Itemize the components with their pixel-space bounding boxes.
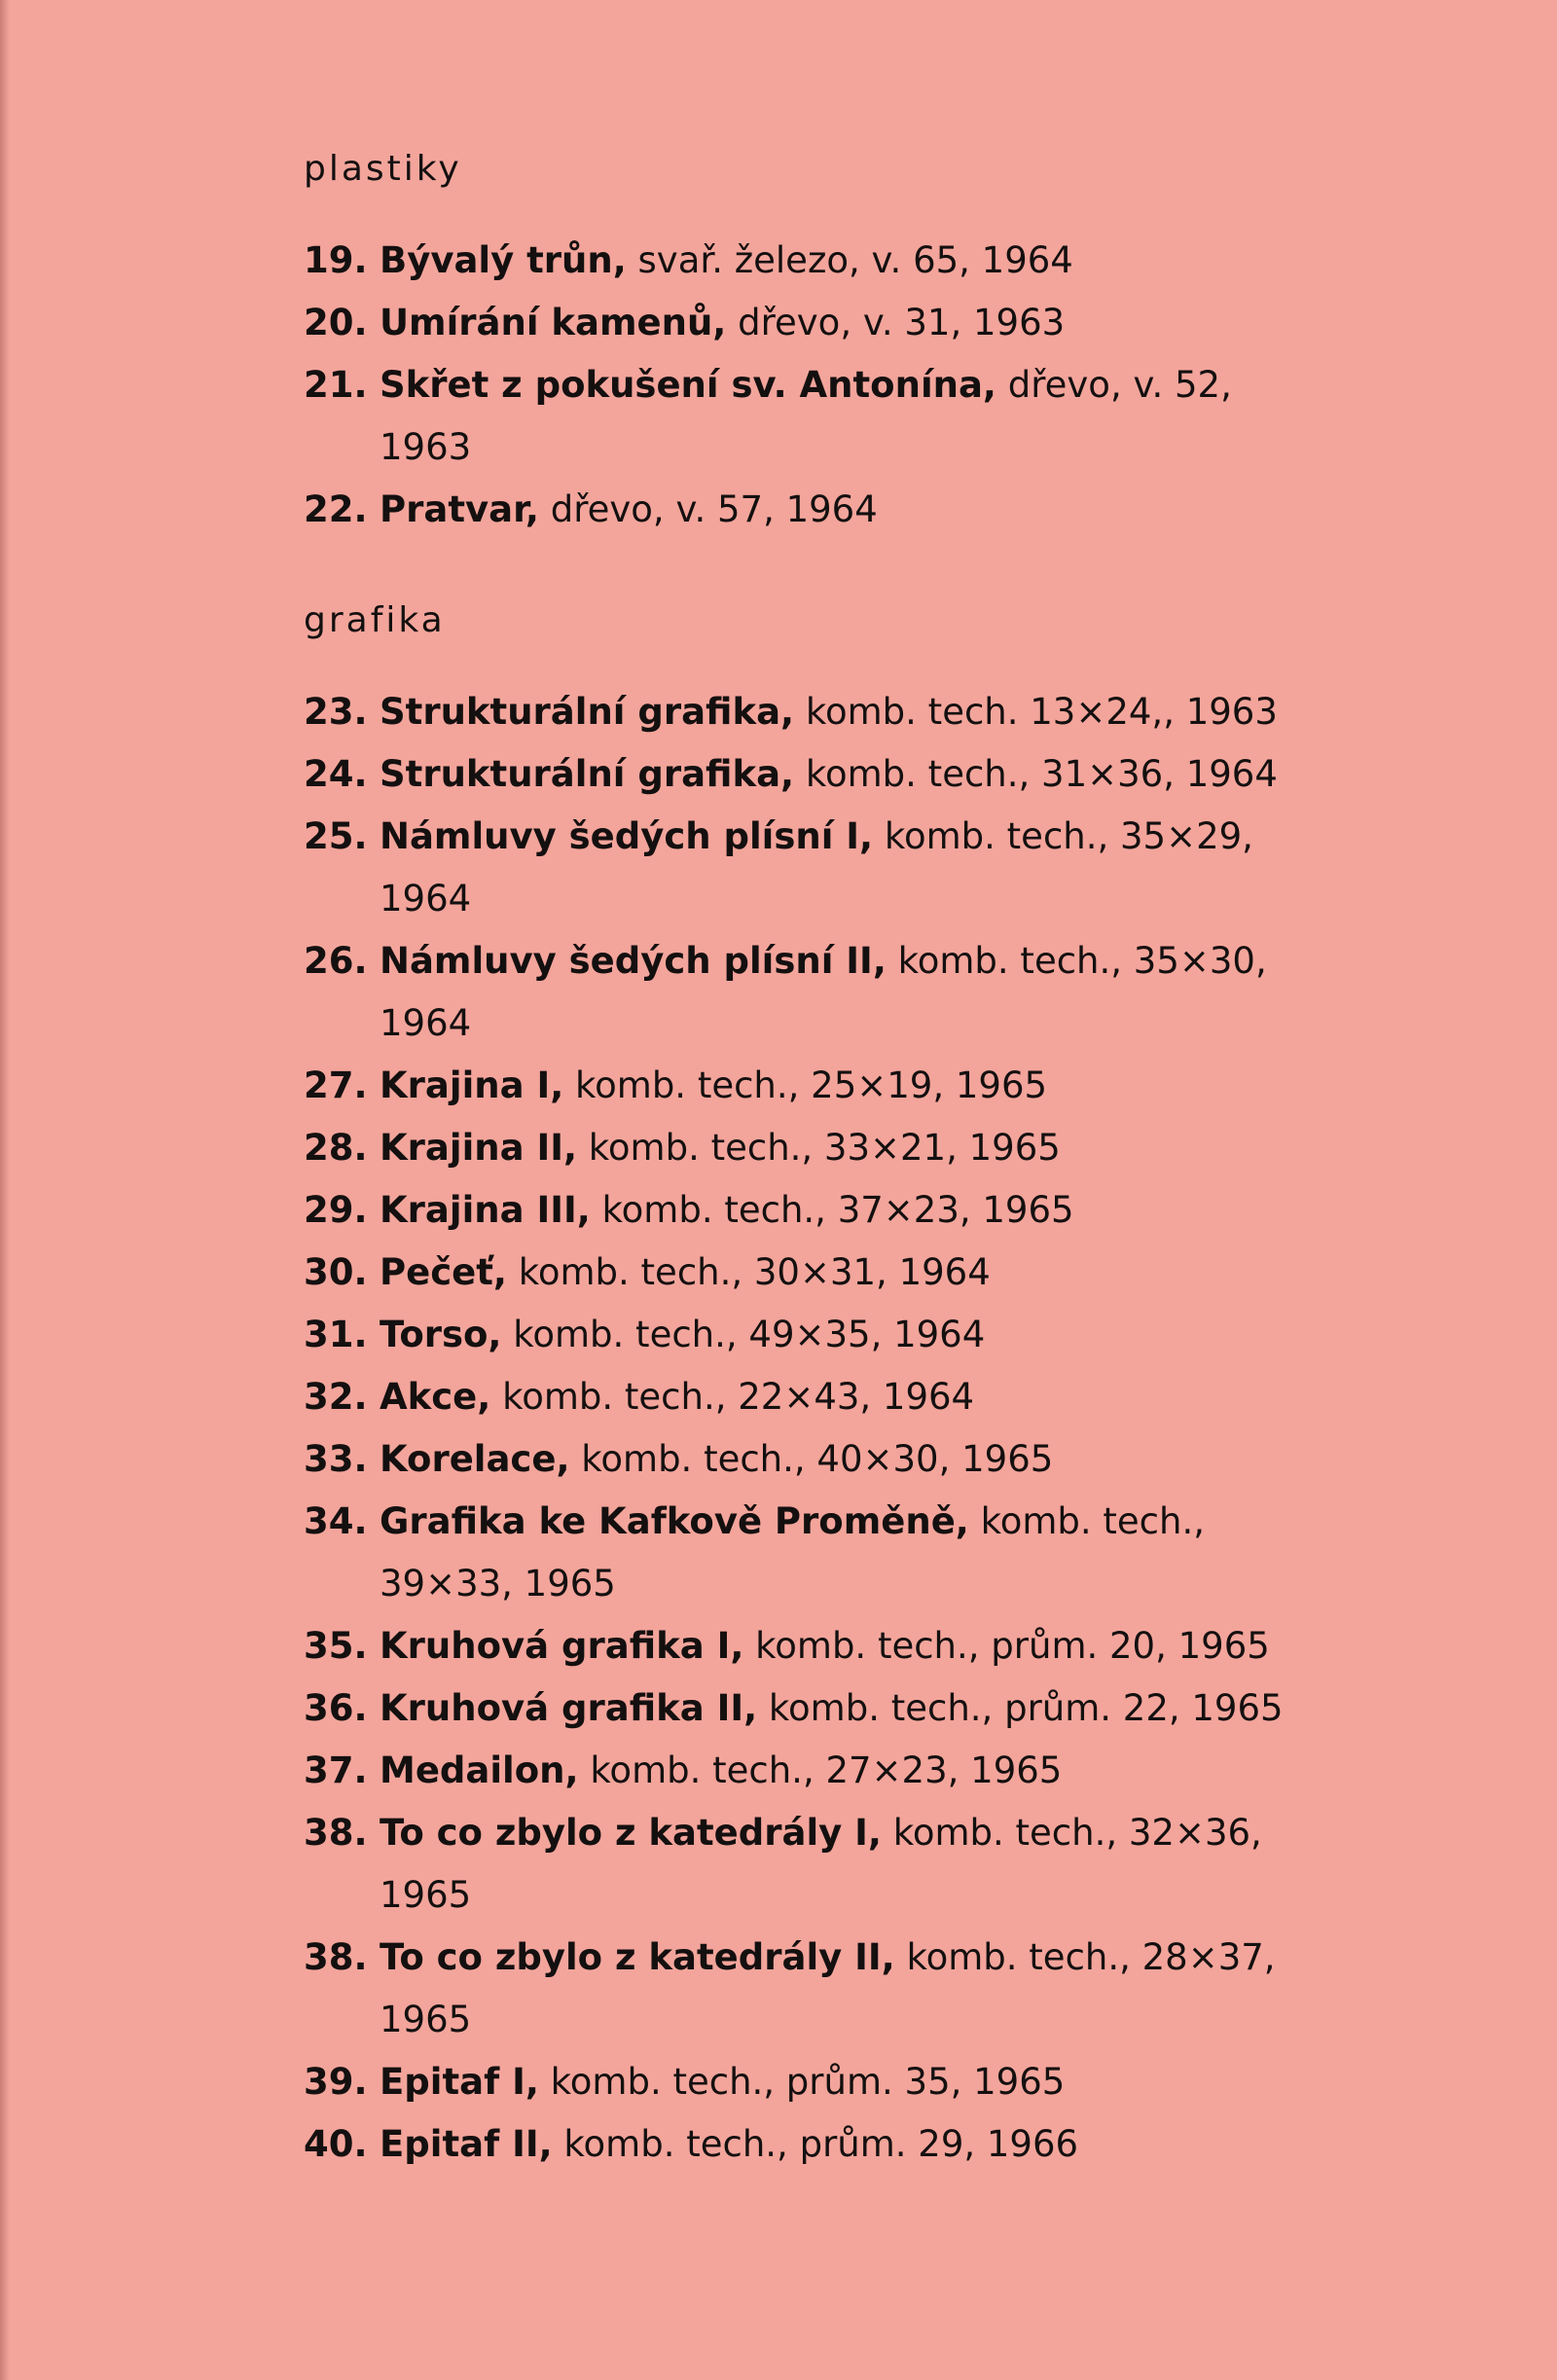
entry-title: Námluvy šedých plísní II, [380,940,887,982]
entry-number: 32. [304,1376,368,1418]
entry-description: komb. tech., prům. 22, 1965 [757,1687,1284,1729]
entry-continuation-text: 1964 [380,1002,472,1044]
entry-title: Krajina II, [380,1127,578,1169]
entry-continuation-text: 39×33, 1965 [380,1563,616,1605]
entry-title: Medailon, [380,1749,579,1791]
catalog-entry [304,292,1374,354]
entry-description: komb. tech., 22×43, 1964 [490,1376,975,1418]
entry-continuation-text: 1965 [380,1999,472,2040]
entry-description: komb. tech., prům. 20, 1965 [743,1625,1270,1667]
catalog-entry [304,1615,1374,1677]
catalog-entry-continuation [304,868,1374,930]
catalog-entry [304,806,1374,868]
entry-number: 26. [304,940,368,982]
catalog-entry [304,2113,1374,2176]
entry-number: 19. [304,239,368,281]
entry-title: Krajina III, [380,1189,591,1231]
entry-number: 24. [304,753,368,795]
entry-description: komb. tech., prům. 35, 1965 [538,2061,1066,2103]
entry-number: 38. [304,1812,368,1854]
entry-number: 29. [304,1189,368,1231]
catalog-entry [304,1055,1374,1117]
entry-title: Pečeť, [380,1251,507,1293]
catalog-entry [304,2051,1374,2113]
catalog-entry [304,1366,1374,1428]
entry-description: svař. železo, v. 65, 1964 [626,239,1073,281]
entry-description: dřevo, v. 52, [996,364,1232,406]
catalog-entry [304,1242,1374,1304]
section-heading: plastiky [304,149,462,189]
entry-title: Bývalý trůn, [380,239,627,281]
catalog-list [304,146,1374,2176]
catalog-entry [304,681,1374,743]
entry-continuation-text: 1965 [380,1874,472,1916]
entry-title: Grafika ke Kafkově Proměně, [380,1500,969,1542]
entry-number: 20. [304,302,368,343]
entry-title: Akce, [380,1376,491,1418]
entry-title: Torso, [380,1314,502,1355]
catalog-entry [304,1740,1374,1802]
catalog-entry [304,230,1374,292]
entry-description: komb. tech., 49×35, 1964 [501,1314,986,1355]
entry-description: komb. tech., prům. 29, 1966 [552,2123,1079,2165]
entry-description: komb. tech., 28×37, [894,1936,1276,1978]
entry-number: 23. [304,691,368,733]
entry-description: komb. tech., 40×30, 1965 [569,1438,1054,1480]
catalog-entry [304,1802,1374,1864]
entry-number: 33. [304,1438,368,1480]
entry-continuation-text: 1963 [380,426,472,468]
entry-description: komb. tech., 30×31, 1964 [506,1251,991,1293]
entry-number: 21. [304,364,368,406]
catalog-entry [304,1117,1374,1179]
catalog-entry-continuation [304,992,1374,1055]
entry-title: Epitaf II, [380,2123,553,2165]
entry-number: 39. [304,2061,368,2103]
entry-title: Strukturální grafika, [380,691,795,733]
entry-title: To co zbylo z katedrály II, [380,1936,895,1978]
entry-title: To co zbylo z katedrály I, [380,1812,882,1854]
entry-number: 22. [304,488,368,530]
entry-description: komb. tech., 27×23, 1965 [578,1749,1063,1791]
catalog-entry [304,1491,1374,1553]
catalog-entry-continuation [304,416,1374,479]
catalog-entry [304,1304,1374,1366]
section-heading: grafika [304,600,446,640]
entry-title: Strukturální grafika, [380,753,795,795]
entry-description: dřevo, v. 57, 1964 [538,488,878,530]
entry-number: 27. [304,1064,368,1106]
entry-title: Krajina I, [380,1064,564,1106]
catalog-entry [304,479,1374,541]
page-edge-shadow [0,0,10,2380]
entry-continuation-text: 1964 [380,878,472,920]
entry-number: 34. [304,1500,368,1542]
catalog-entry [304,930,1374,992]
entry-description: komb. tech., 33×21, 1965 [577,1127,1061,1169]
entry-title: Námluvy šedých plísní I, [380,815,874,857]
entry-title: Pratvar, [380,488,539,530]
entry-number: 30. [304,1251,368,1293]
entry-number: 38. [304,1936,368,1978]
entry-description: komb. tech., 37×23, 1965 [590,1189,1074,1231]
catalog-entry [304,1677,1374,1740]
catalog-entry [304,743,1374,806]
entry-description: komb. tech., 35×29, [873,815,1253,857]
entry-description: komb. tech., 35×30, [886,940,1267,982]
entry-title: Umírání kamenů, [380,302,727,343]
catalog-entry-continuation [304,1989,1374,2051]
entry-number: 36. [304,1687,368,1729]
entry-number: 35. [304,1625,368,1667]
catalog-entry [304,354,1374,416]
catalog-entry [304,1179,1374,1242]
entry-description: komb. tech., 32×36, [881,1812,1262,1854]
entry-description: komb. tech. 13×24,, 1963 [794,691,1278,733]
catalog-entry-continuation [304,1553,1374,1615]
entry-number: 28. [304,1127,368,1169]
entry-number: 40. [304,2123,368,2165]
entry-description: komb. tech., 31×36, 1964 [794,753,1278,795]
catalog-entry-continuation [304,1864,1374,1927]
entry-title: Kruhová grafika I, [380,1625,744,1667]
entry-number: 25. [304,815,368,857]
catalog-entry [304,1428,1374,1491]
entry-description: komb. tech., 25×19, 1965 [563,1064,1048,1106]
entry-title: Epitaf I, [380,2061,539,2103]
entry-number: 37. [304,1749,368,1791]
entry-description: komb. tech., [968,1500,1205,1542]
entry-title: Kruhová grafika II, [380,1687,758,1729]
catalog-entry [304,1927,1374,1989]
entry-title: Skřet z pokušení sv. Antonína, [380,364,996,406]
entry-title: Korelace, [380,1438,570,1480]
entry-description: dřevo, v. 31, 1963 [726,302,1066,343]
entry-number: 31. [304,1314,368,1355]
